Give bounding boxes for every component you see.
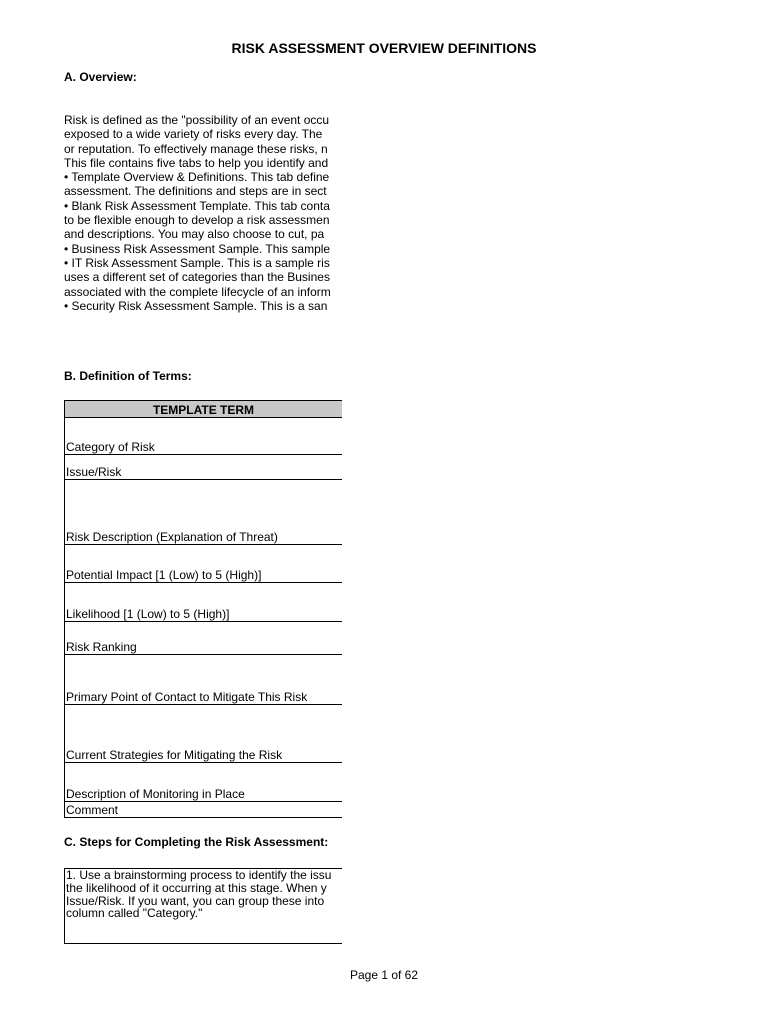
table-row [65,545,343,583]
definitions-heading: B. Definition of Terms: [64,369,192,383]
term-cell: Risk Description (Explanation of Threat) [65,480,343,545]
term-cell: Likelihood [1 (Low) to 5 (High)] [65,583,343,622]
overview-line: or reputation. To effectively manage these risks, n [64,141,328,156]
table-row [65,583,343,622]
document-title: RISK ASSESSMENT OVERVIEW DEFINITIONS [231,40,537,56]
step-line: the likelihood of it occurring at this stage. When y [66,880,327,895]
term-cell: Primary Point of Contact to Mitigate This Risk [65,655,343,705]
overview-line: Risk is defined as the "possibility of an event occu [64,113,330,127]
overview-line: assessment. The definitions and steps are in sect [64,184,327,199]
table-row [65,802,343,818]
term-cell: Risk Ranking [65,622,343,655]
overview-line: • IT Risk Assessment Sample. This is a sample ris [64,255,330,270]
overview-line: • Blank Risk Assessment Template. This tab conta [64,198,330,213]
overview-line: exposed to a wide variety of risks every day. The [64,127,323,142]
term-cell: Current Strategies for Mitigating the Risk [65,705,343,763]
term-cell: Potential Impact [1 (Low) to 5 (High)] [65,545,343,583]
overview-line: • Security Risk Assessment Sample. This is a san [64,298,328,313]
term-cell: Issue/Risk [65,455,343,480]
table-row [65,763,343,802]
table-row [65,455,343,480]
step-line: column called "Category." [66,906,203,921]
table-row [65,418,343,455]
overview-line: • Template Overview & Definitions. This tab define [64,170,330,185]
overview-line: uses a different set of categories than the Busines [64,270,330,285]
overview-line: • Business Risk Assessment Sample. This sample [64,241,331,256]
overview-line: to be flexible enough to develop a risk assessmen [64,213,330,228]
table-row [65,655,343,705]
page-number: Page 1 of 62 [349,968,419,982]
overview-line: This file contains five tabs to help you identify and [64,155,329,170]
term-cell: Comment [65,802,343,818]
term-cell: Category of Risk [65,418,343,455]
term-cell: Description of Monitoring in Place [65,763,343,802]
overview-text [64,113,342,313]
overview-line: associated with the complete lifecycle of an inform [64,284,331,299]
definition-of-terms-table [64,400,342,818]
table-row [65,705,343,763]
overview-line: and descriptions. You may also choose to cut, pa [64,227,325,242]
table-row [65,622,343,655]
steps-heading: C. Steps for Completing the Risk Assessment: [64,835,329,849]
table-row [65,480,343,545]
overview-heading: A. Overview: [64,70,137,84]
steps-box [64,868,342,944]
template-term-header: TEMPLATE TERM [65,401,343,418]
step-line: 1. Use a brainstorming process to identify the issu [66,868,332,882]
table-header-row [65,401,343,418]
step-line: Issue/Risk. If you want, you can group these into [66,893,325,908]
